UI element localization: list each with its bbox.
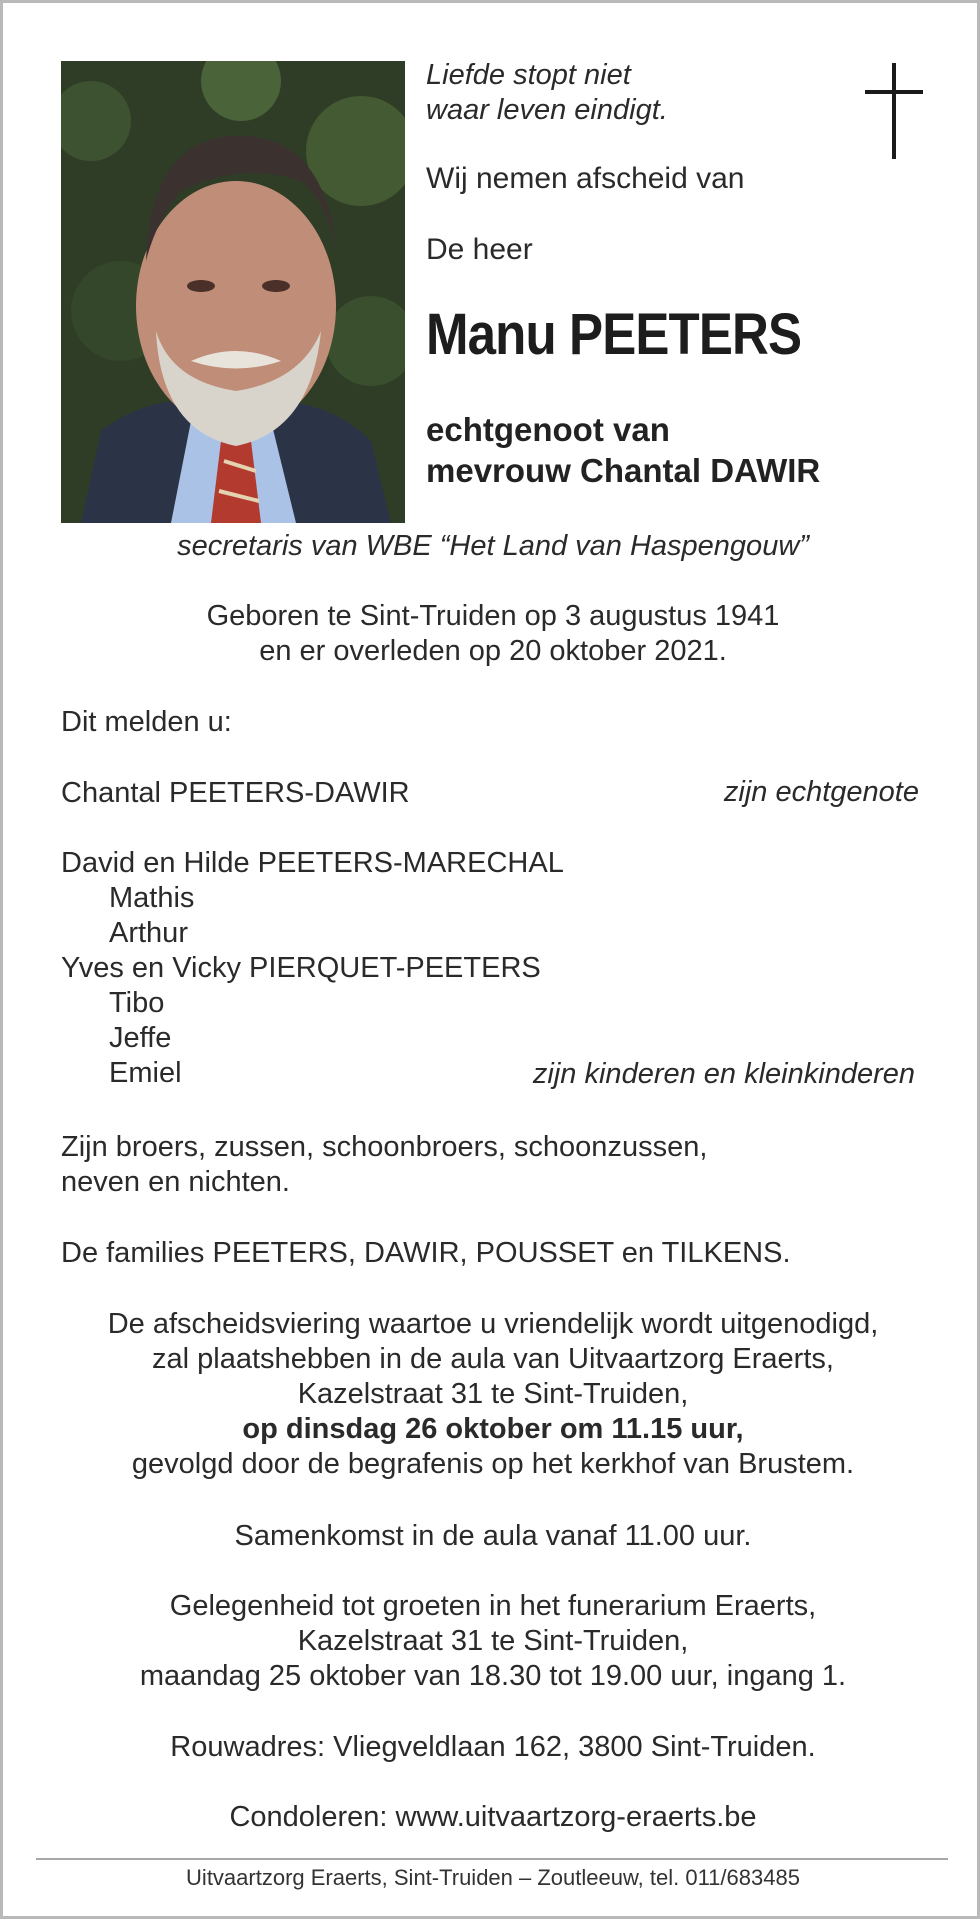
announce-text: Dit melden u:: [61, 706, 232, 738]
visitation-line-2: Kazelstraat 31 te Sint-Truiden,: [297, 1625, 689, 1657]
mourning-address: Rouwadres: Vliegveldlaan 162, 3800 Sint-Truiden.: [170, 1731, 816, 1763]
ceremony-line-3: Kazelstraat 31 te Sint-Truiden,: [297, 1378, 689, 1410]
family-2: Yves en Vicky PIERQUET-PEETERS: [61, 952, 541, 984]
siblings-line-2: neven en nichten.: [61, 1166, 290, 1198]
siblings-text: [61, 1130, 707, 1200]
grandchild: Arthur: [109, 917, 188, 949]
funeral-home-footer: Uitvaartzorg Eraerts, Sint-Truiden – Zoutleeuw, tel. 011/683485: [186, 1865, 800, 1890]
spouse-line-1: echtgenoot van: [426, 411, 670, 448]
visitation-line-3: maandag 25 oktober van 18.30 tot 19.00 uur, ingang 1.: [139, 1660, 847, 1692]
quote-line-1: Liefde stopt niet: [426, 59, 631, 91]
ceremony-line-1: De afscheidsviering waartoe u vriendelijk wordt uitgenodigd,: [107, 1308, 879, 1340]
grandchild: Mathis: [109, 882, 195, 914]
role-text: secretaris van WBE “Het Land van Haspengouw”: [177, 530, 809, 562]
spouse-info: [426, 409, 820, 491]
ceremony-info: [3, 1307, 980, 1482]
birth-line: Geboren te Sint-Truiden op 3 augustus 1941: [206, 600, 780, 632]
death-line: en er overleden op 20 oktober 2021.: [259, 635, 727, 667]
divider: [36, 1858, 948, 1860]
grandchild: Jeffe: [109, 1022, 172, 1054]
quote-line-2: waar leven eindigt.: [426, 94, 668, 126]
ceremony-line-2: zal plaatshebben in de aula van Uitvaartzorg Eraerts,: [152, 1343, 834, 1375]
quote: [426, 58, 668, 128]
siblings-line-1: Zijn broers, zussen, schoonbroers, schoonzussen,: [61, 1131, 708, 1163]
grandchild: Emiel: [109, 1057, 182, 1089]
portrait-photo: [61, 61, 405, 523]
ceremony-date: op dinsdag 26 oktober om 11.15 uur,: [242, 1413, 744, 1445]
family-1: David en Hilde PEETERS-MARECHAL: [61, 847, 564, 879]
condolences-link[interactable]: Condoleren: www.uitvaartzorg-eraerts.be: [229, 1801, 757, 1833]
spouse-entry-relation: zijn echtgenote: [723, 776, 919, 808]
children-list: [61, 846, 564, 1091]
birth-death-info: [3, 599, 980, 669]
gathering-text: Samenkomst in de aula vanaf 11.00 uur.: [234, 1520, 752, 1552]
visitation-info: [3, 1589, 980, 1694]
spouse-entry-name: Chantal PEETERS-DAWIR: [61, 777, 410, 809]
ceremony-line-5: gevolgd door de begrafenis op het kerkhof van Brustem.: [131, 1448, 855, 1480]
honorific: De heer: [426, 233, 533, 266]
spouse-line-2: mevrouw Chantal DAWIR: [426, 452, 821, 489]
grandchild: Tibo: [109, 987, 165, 1019]
cross-icon: [865, 63, 925, 163]
intro-text: Wij nemen afscheid van: [426, 162, 745, 195]
deceased-name: Manu PEETERS: [426, 302, 802, 367]
families-text: De families PEETERS, DAWIR, POUSSET en TILKENS.: [61, 1237, 791, 1269]
children-relation: zijn kinderen en kleinkinderen: [532, 1058, 915, 1090]
visitation-line-1: Gelegenheid tot groeten in het funerarium Eraerts,: [169, 1590, 817, 1622]
